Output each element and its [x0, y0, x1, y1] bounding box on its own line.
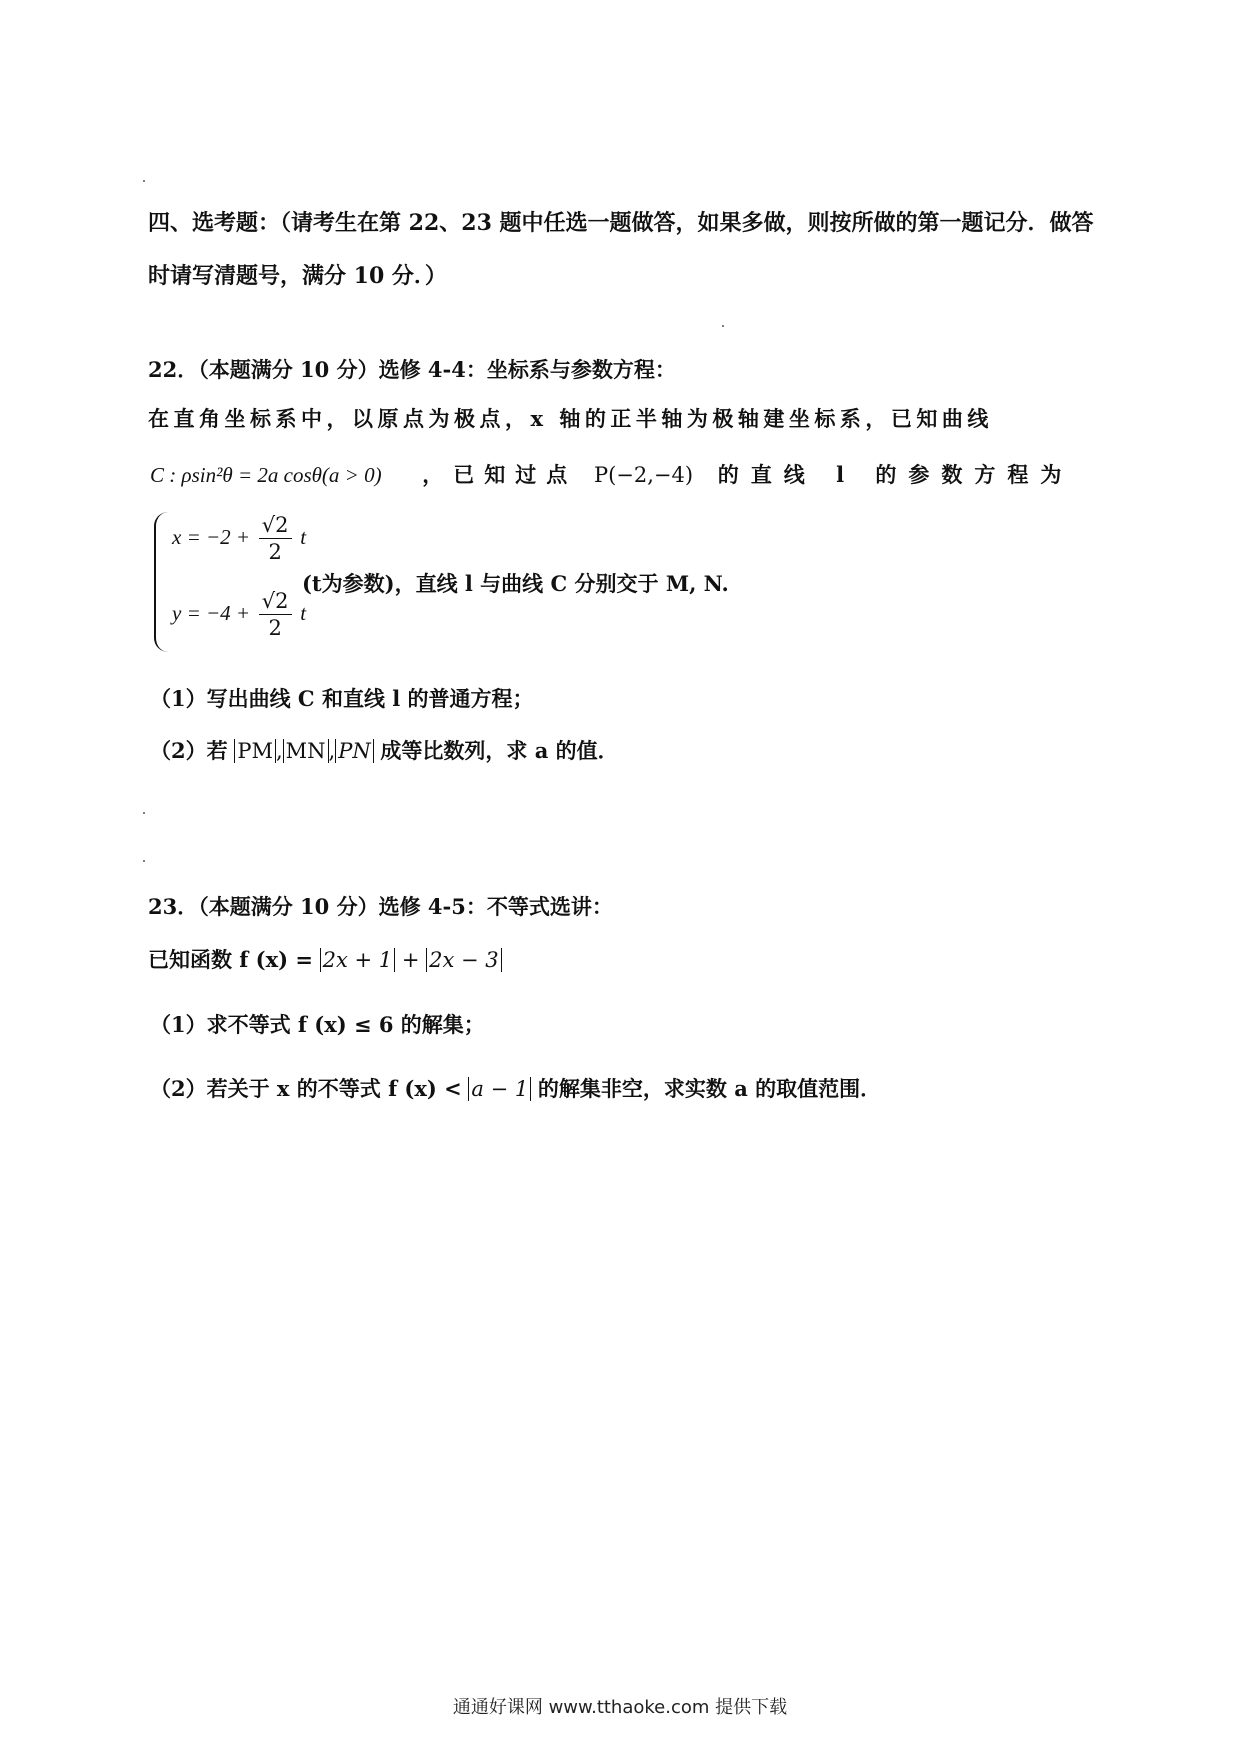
q23-function [148, 944, 502, 974]
left-brace [154, 512, 170, 652]
plus-sign: + [401, 948, 420, 972]
q22-title: 22．（本题满分 10 分）选修 4-4：坐标系与参数方程： [148, 357, 676, 382]
param-note: (t为参数)，直线 l 与曲线 C 分别交于 M, N. [302, 571, 729, 596]
abs-mn: MN [283, 739, 329, 763]
scan-speck [722, 325, 724, 327]
func-prefix: 已知函数 f (x) = [148, 947, 313, 972]
point-p: P(−2,−4) [593, 463, 694, 487]
q22-part1: （1）写出曲线 C 和直线 l 的普通方程； [150, 686, 534, 711]
abs-pm: PM [234, 739, 276, 763]
abs-2x-plus-1: 2x + 1 [320, 948, 396, 972]
q23-title: 23．（本题满分 10 分）选修 4-5：不等式选讲： [148, 894, 613, 919]
q23-part1: （1）求不等式 f (x) ≤ 6 的解集； [150, 1012, 485, 1037]
fraction-denominator: 2 [268, 616, 282, 640]
q23-part2-suffix: 的解集非空，求实数 a 的取值范围． [537, 1076, 882, 1101]
q22-part2: （2）若 PM , MN , PN 成等比数列，求 a 的值． [150, 738, 619, 763]
curve-text-mid: ，已知过点 [422, 462, 578, 487]
curve-equation: C : ρsin²θ = 2a cosθ(a > 0) [150, 463, 382, 487]
q22-intro: 在直角坐标系中，以原点为极点，x 轴的正半轴为极轴建坐标系，已知曲线 [148, 406, 993, 431]
param-t: t [300, 601, 307, 625]
q22-curve-line [150, 459, 1073, 489]
abs-a-minus-1: a − 1 [468, 1077, 531, 1101]
q22-part2-prefix: （2）若 [150, 738, 228, 763]
abs-pn: PN [335, 739, 374, 763]
param-t: t [300, 525, 307, 549]
abs-2x-minus-3: 2x − 3 [426, 948, 502, 972]
page-footer: 通通好课网 www.tthaoke.com 提供下载 [452, 1697, 788, 1718]
fraction-numerator: √2 [259, 512, 292, 539]
scan-speck [143, 812, 145, 814]
q23-part2-prefix: （2）若关于 x 的不等式 f (x) < [150, 1076, 462, 1101]
q22-part2-suffix: 成等比数列，求 a 的值． [380, 738, 619, 763]
param-x-row [172, 512, 306, 565]
param-y-prefix: y = −4 + [172, 601, 251, 625]
param-y-row [172, 588, 306, 641]
section-heading-line2: 时请写清题号，满分 10 分．） [148, 263, 447, 289]
sqrt2-over-2-fraction [259, 588, 292, 641]
section-heading-line1: 四、选考题：（请考生在第 22、23 题中任选一题做答，如果多做，则按所做的第一题记分．做答 [148, 210, 1094, 236]
scan-speck [143, 860, 145, 862]
param-x-prefix: x = −2 + [172, 525, 251, 549]
scan-speck [143, 180, 145, 182]
sqrt2-over-2-fraction [259, 512, 292, 565]
fraction-denominator: 2 [268, 540, 282, 564]
curve-text-end: 的直线 l 的参数方程为 [717, 462, 1074, 487]
fraction-numerator: √2 [259, 588, 292, 615]
q23-part2 [150, 1073, 881, 1103]
